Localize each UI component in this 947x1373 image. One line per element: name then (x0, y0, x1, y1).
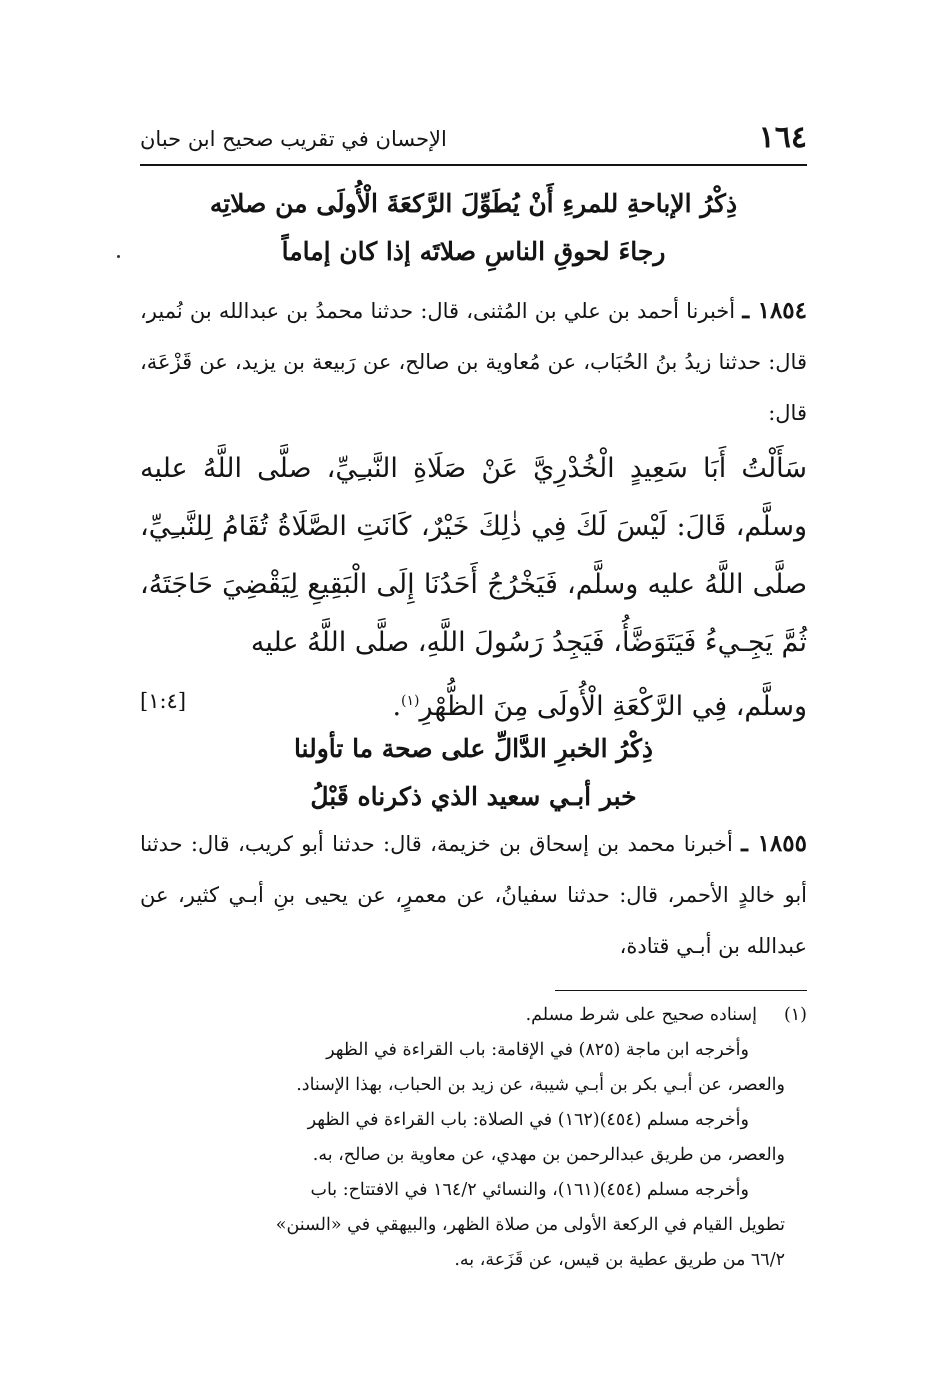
chapter-heading-line: خبر أبـي سعيد الذي ذكرناه قَبْلُ (310, 782, 637, 811)
chapter-heading-2 (140, 725, 807, 821)
chapter-heading-line: ذِكْرُ الخبرِ الدَّالِّ على صحة ما تأولنا (293, 734, 654, 763)
isnad-text: أخبرنا أحمد بن علي بن المُثنى، قال: حدثنا محمدُ بن عبدالله بن نُمير، قال: حدثنا زيدُ بنُ الحُبَاب، عن مُعاوية بن صالح، عن رَبيعة بن يزيد، عن قَزْعَة، قال: (140, 299, 807, 425)
hadith-1855-isnad (140, 818, 807, 972)
chapter-heading-1 (140, 180, 807, 276)
matn-last-line (140, 672, 807, 730)
footnotes (140, 998, 807, 1278)
chapter-heading-line: رجاءَ لحوقِ الناسِ صلاتَه إذا كان إماماً (281, 237, 666, 266)
ink-dot (117, 255, 120, 258)
footnote-line: وأخرجه ابن ماجة (٨٢٥) في الإقامة: باب القراءة في الظهر (326, 1040, 749, 1060)
matn-last-text: وسلَّم، فِي الرَّكْعَةِ الْأُولَى مِنَ الظُّهْرِ (419, 691, 807, 722)
footnote-line: والعصر، من طريق عبدالرحمن بن مهدي، عن معاوية بن صالح، به. (312, 1145, 785, 1165)
footnote-marker: (١) (783, 1005, 807, 1025)
matn-text: سَأَلْتُ أَبَا سَعِيدٍ الْخُدْرِيَّ عَنْ صَلَاةِ النَّبـِيِّ، صلَّى اللَّهُ عليه وسلَّم، قَالَ: لَيْسَ لَكَ فِي ذٰلِكَ خَيْرٌ، كَانَتِ الصَّلَاةُ تُقَامُ لِلنَّبـِيِّ، صلَّى اللَّهُ عليه وسلَّم، فَيَخْرُجُ أَحَدُنَا إِلَى الْبَقِيعِ لِيَقْضِيَ حَاجَتَهُ، ثُمَّ يَجِـيءُ فَيَتَوَضَّأُ، فَيَجِدُ رَسُولَ اللَّهِ، صلَّى اللَّهُ عليه (140, 453, 807, 658)
footnote-rule (555, 990, 807, 991)
footnote-line: وأخرجه مسلم (٤٥٤)(١٦١)، والنسائي ١٦٤/٢ في الافتتاح: باب (310, 1180, 749, 1200)
page-number: ١٦٤ (758, 120, 807, 155)
page-header (140, 118, 807, 158)
matn-end: . (392, 691, 402, 722)
footnote-text: إسناده صحيح على شرط مسلم. (525, 1005, 757, 1025)
hadith-1854-matn (140, 440, 807, 730)
hadith-grade: [١:٤] (140, 689, 187, 713)
hadith-1854-isnad (140, 285, 807, 439)
isnad-text: أخبرنا محمد بن إسحاق بن خزيمة، قال: حدثنا أبو كريب، قال: حدثنا أبو خالدٍ الأحمر، قال: حدثنا سفيانُ، عن معمرٍ، عن يحيى بنِ أبـي كثير، عن عبدالله بن أبـي قتادة، (140, 832, 807, 958)
footnote-line: تطويل القيام في الركعة الأولى من صلاة الظهر، والبيهقي في «السنن» (275, 1215, 785, 1235)
hadith-number: ١٨٥٤ ـ (742, 297, 808, 324)
footnote-line: ٦٦/٢ من طريق عطية بن قيس، عن قَزَعة، به. (454, 1250, 785, 1270)
chapter-heading-line: ذِكْرُ الإباحةِ للمرءِ أَنْ يُطَوِّلَ الرَّكعَةَ الْأُولَى من صلاتِه (209, 189, 738, 218)
footnote-line (140, 998, 807, 1033)
footnote-line: وأخرجه مسلم (٤٥٤)(١٦٢) في الصلاة: باب القراءة في الظهر (307, 1110, 749, 1130)
running-title: الإحسان في تقريب صحيح ابن حبان (140, 127, 447, 151)
header-rule (140, 164, 807, 166)
footnote-reference[interactable]: (١) (401, 693, 420, 709)
hadith-number: ١٨٥٥ ـ (741, 830, 807, 857)
footnote-line: والعصر، عن أبـي بكر بن أبـي شيبة، عن زيد بن الحباب، بهذا الإسناد. (296, 1075, 785, 1095)
